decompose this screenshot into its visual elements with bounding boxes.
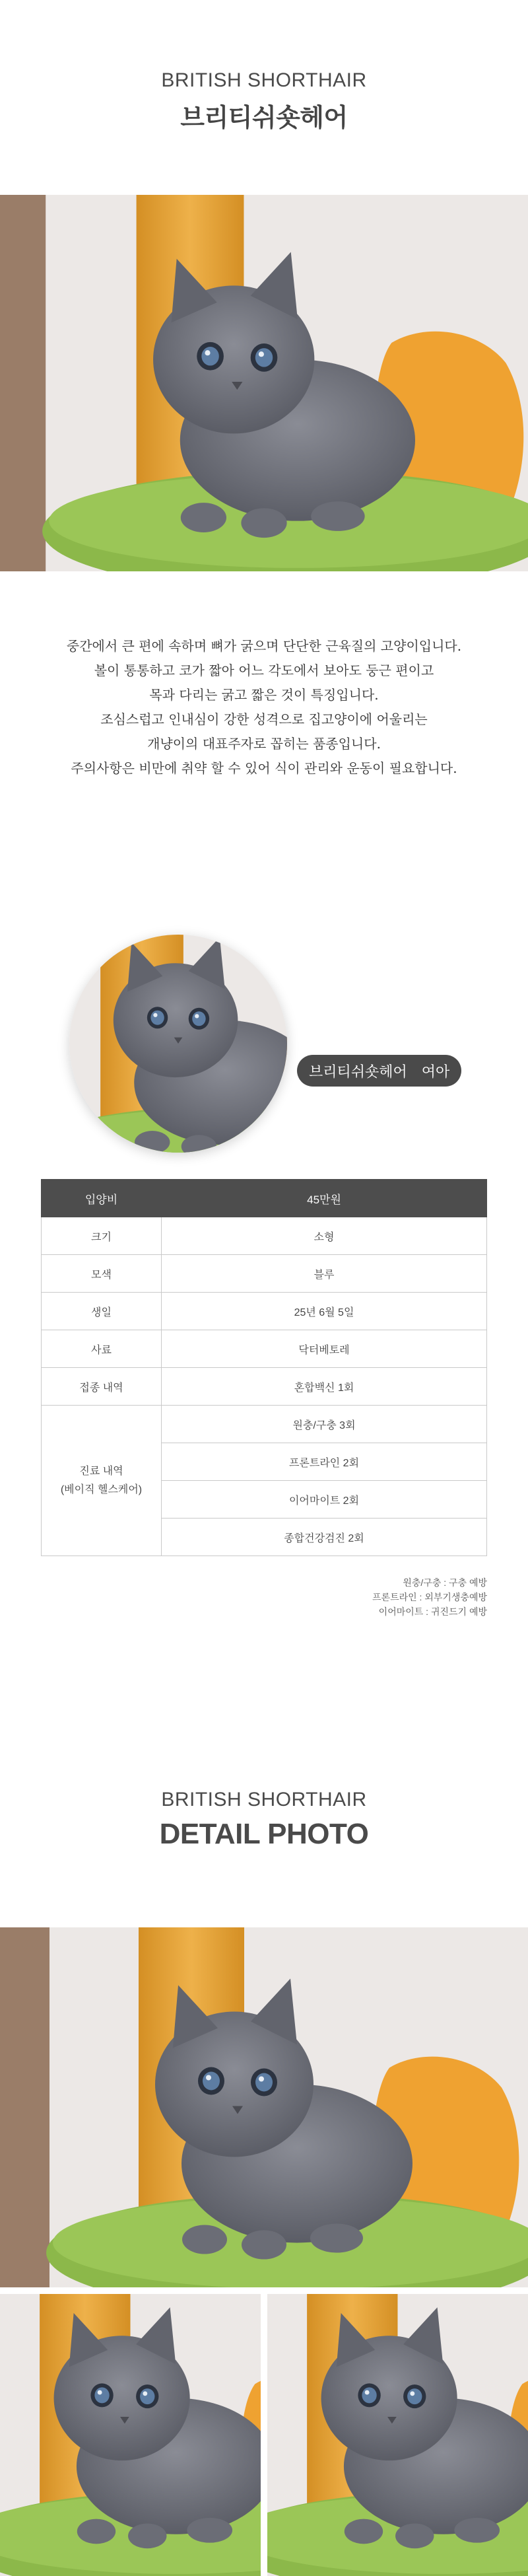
care-item: 이어마이트 2회 [162, 1481, 487, 1519]
birth-value: 25년 6월 5일 [162, 1293, 487, 1330]
detail-photo-main [0, 1927, 528, 2287]
detail-photo-left [0, 2294, 261, 2576]
description-line: 개냥이의 대표주자로 꼽히는 품종입니다. [147, 736, 381, 752]
table-row [42, 1293, 487, 1330]
description-line: 중간에서 큰 편에 속하며 뼈가 굵으며 단단한 근육질의 고양이입니다. [66, 638, 462, 654]
detail-eng-title: BRITISH SHORTHAIR [161, 1789, 367, 1810]
description-line: 볼이 통통하고 코가 짧아 어느 각도에서 보아도 둥근 편이고 [94, 662, 434, 678]
breed-name: 브리티쉬숏헤어 [309, 1063, 407, 1080]
description-line: 주의사항은 비만에 취약 할 수 있어 식이 관리와 운동이 필요합니다. [71, 760, 457, 776]
profile-name-badge [297, 1055, 461, 1087]
detail-photo-right [267, 2294, 528, 2576]
size-label: 크기 [42, 1217, 162, 1255]
note-line: 프론트라인 : 외부기생충예방 [372, 1592, 487, 1602]
color-value: 블루 [162, 1255, 487, 1293]
note-line: 원충/구충 : 구충 예방 [403, 1577, 487, 1588]
adoption-fee-value: 45만원 [162, 1180, 487, 1217]
color-label: 모색 [42, 1255, 162, 1293]
food-label: 사료 [42, 1330, 162, 1368]
care-label-line: (베이직 헬스케어) [60, 1484, 143, 1495]
description-line: 목과 다리는 굵고 짧은 것이 특징입니다. [149, 687, 379, 703]
table-row [42, 1255, 487, 1293]
sex-label: 여아 [421, 1063, 450, 1080]
adoption-fee-label: 입양비 [42, 1180, 162, 1217]
care-label-line: 진료 내역 [79, 1465, 123, 1477]
care-label [42, 1406, 162, 1556]
breed-description [0, 634, 528, 781]
detail-header [0, 1789, 528, 1851]
care-item: 원충/구충 3회 [162, 1406, 487, 1443]
top-header [0, 69, 528, 133]
hero-photo [0, 195, 528, 571]
care-notes [372, 1575, 487, 1619]
profile-photo [69, 935, 287, 1153]
description-line: 조심스럽고 인내심이 강한 성격으로 집고양이에 어울리는 [100, 711, 428, 727]
vaccine-value: 혼합백신 1회 [162, 1368, 487, 1406]
info-table [41, 1179, 487, 1556]
vaccine-label: 접종 내역 [42, 1368, 162, 1406]
size-value: 소형 [162, 1217, 487, 1255]
kor-title: 브리티쉬숏헤어 [180, 104, 348, 132]
table-row [42, 1330, 487, 1368]
table-row [42, 1217, 487, 1255]
birth-label: 생일 [42, 1293, 162, 1330]
table-row [42, 1180, 487, 1217]
eng-title: BRITISH SHORTHAIR [161, 69, 367, 91]
care-item: 프론트라인 2회 [162, 1443, 487, 1481]
table-row [42, 1368, 487, 1406]
detail-title: DETAIL PHOTO [159, 1818, 369, 1850]
note-line: 이어마이트 : 귀진드기 예방 [378, 1606, 487, 1617]
food-value: 닥터베토레 [162, 1330, 487, 1368]
table-row [42, 1406, 487, 1443]
care-item: 종합건강검진 2회 [162, 1519, 487, 1556]
